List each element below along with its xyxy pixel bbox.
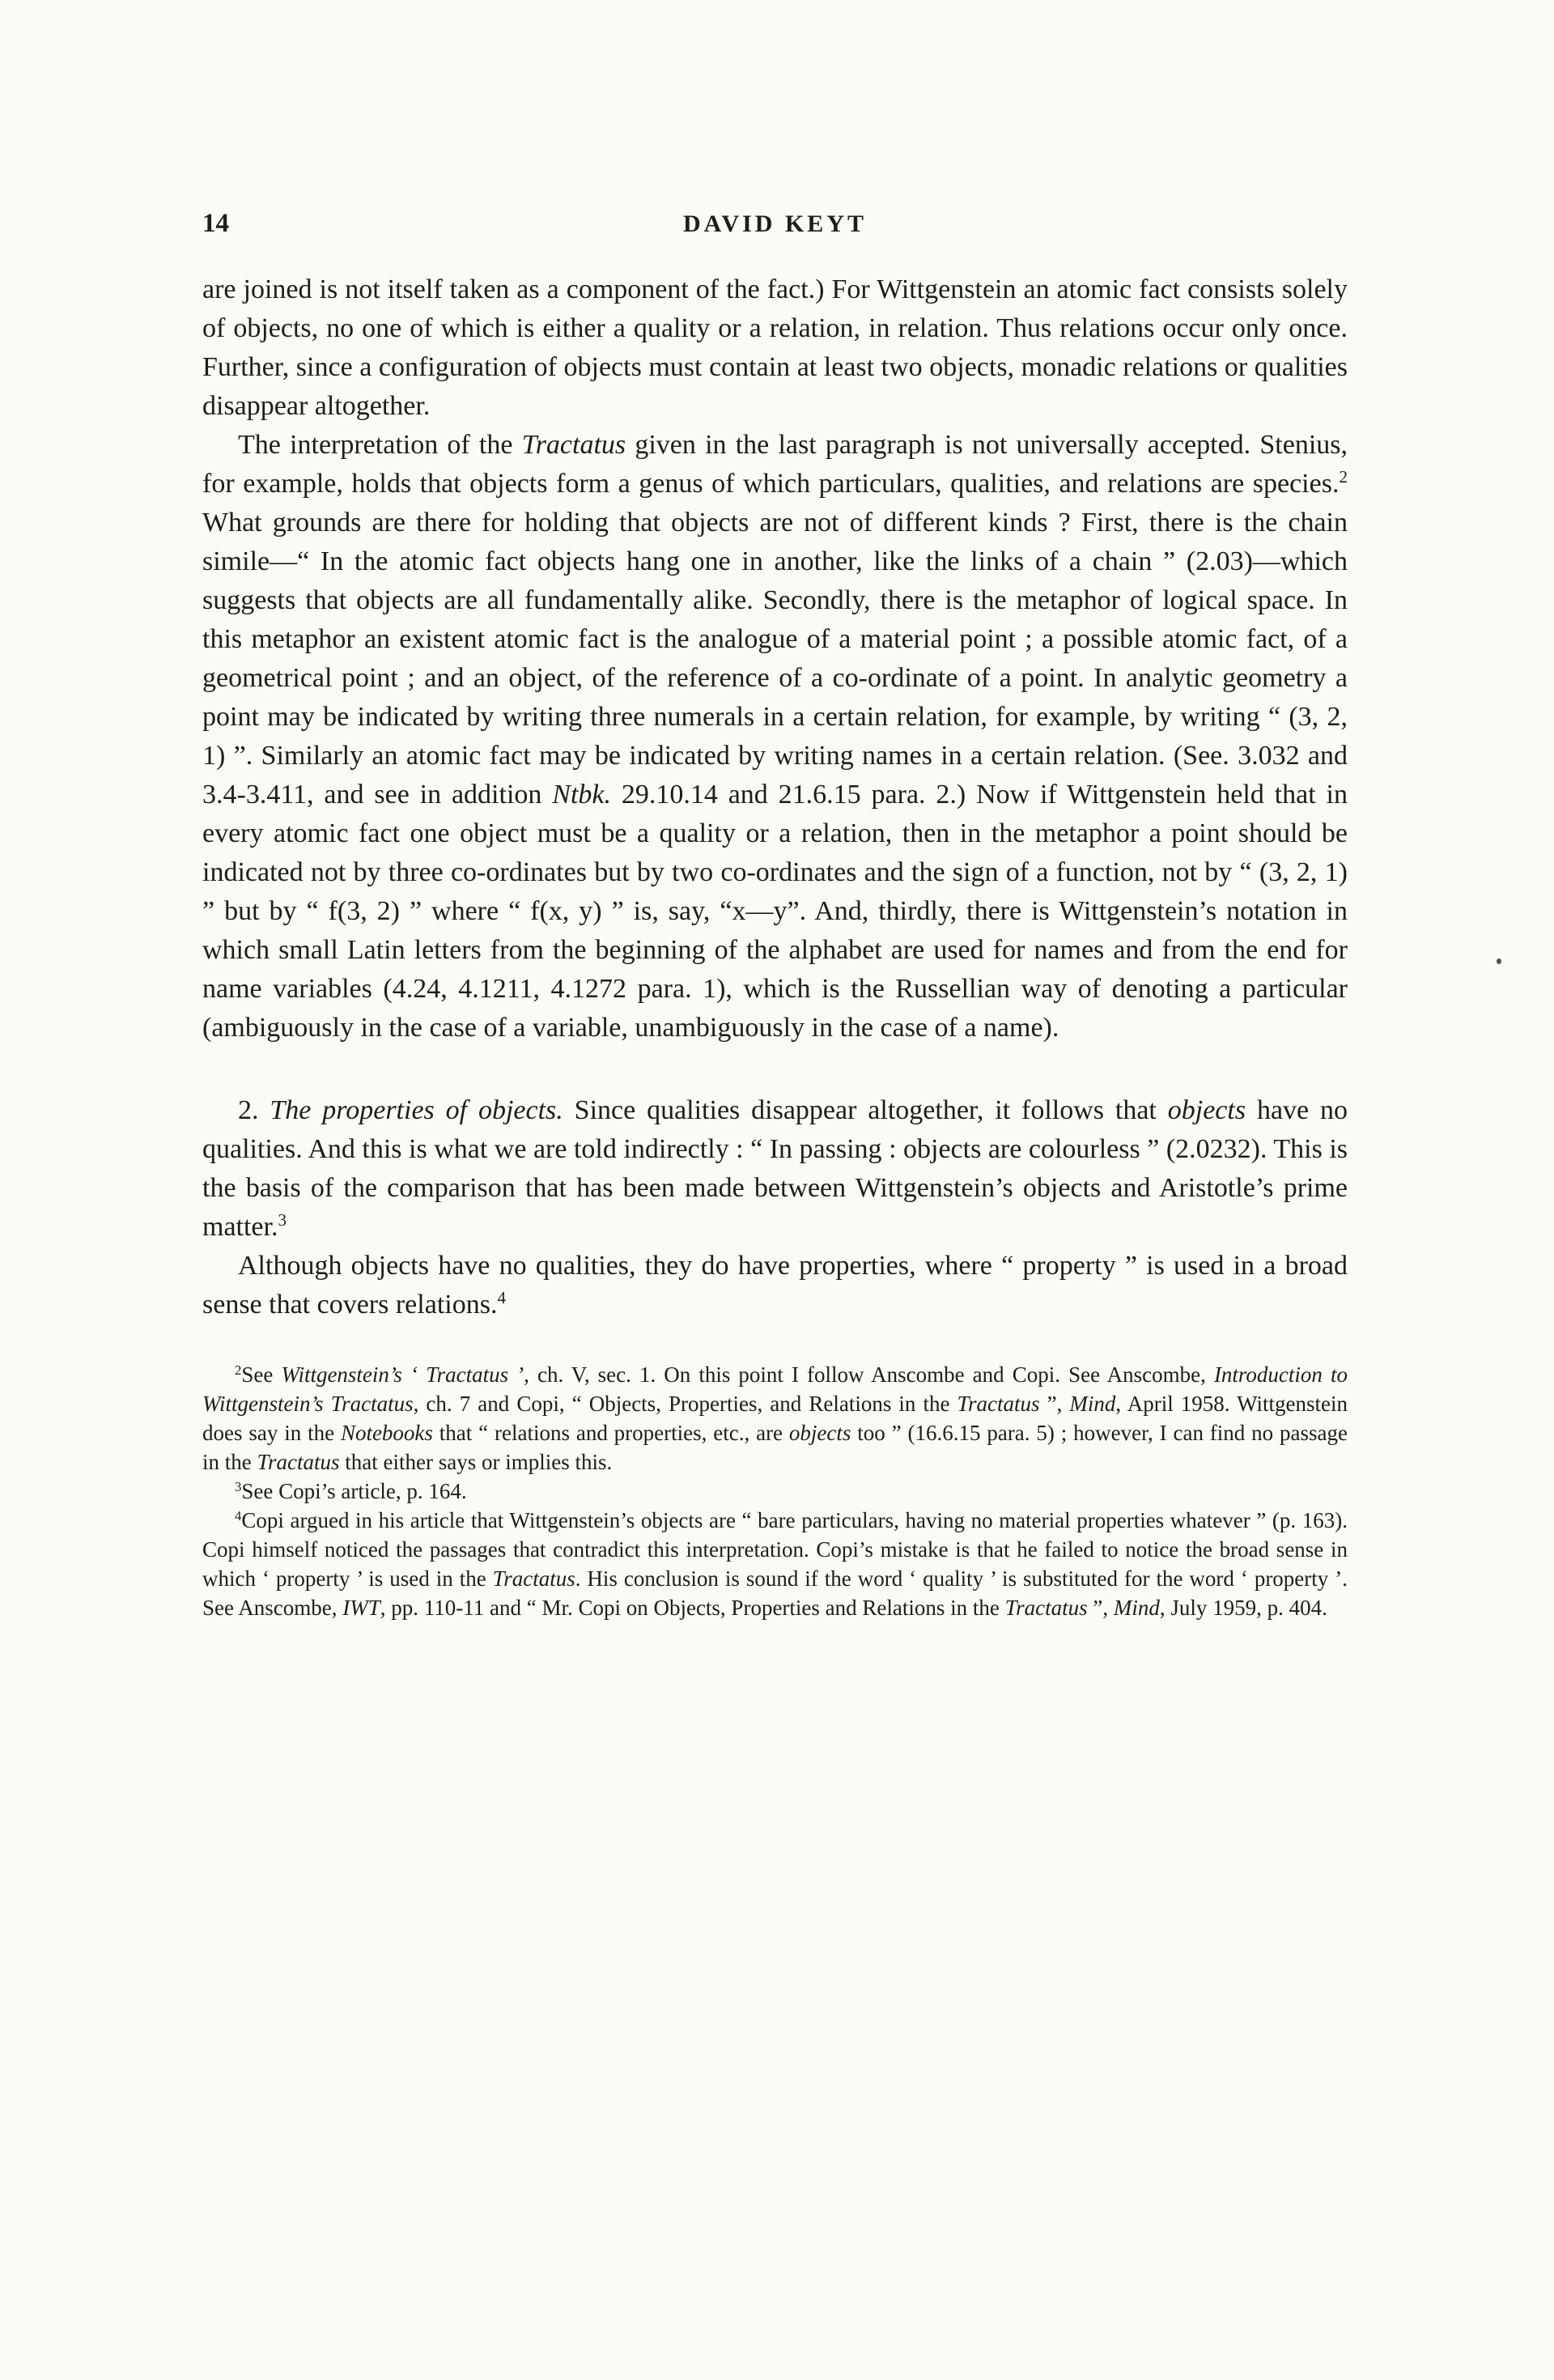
text-run: What grounds are there for holding that objects are not of different kinds ? First, there is the chain simile—“ In the atomic fact objects hang one in another, like the links of a chain ” (2.03)—which suggests that objects are all fundamentally alike. Secondly, there is the metaphor of logical space. In this metaphor an existent atomic fact is the analogue of a material point ; a possible atomic fact, of a geometrical point ; and an object, of the reference of a co-ordinate of a point. In analytic geometry a point may be indicated by writing three numerals in a certain relation, for example, by writing “ (3, 2, 1) ”. Similarly an atomic fact may be indicated by writing names in a certain relation. (See. 3.032 and 3.4-3.411, and see in addition bbox=[202, 508, 1348, 810]
page-header bbox=[202, 209, 1348, 246]
text-run: Introduction to Wittgenstein’s Tractatus bbox=[202, 1362, 1348, 1416]
text-run: Tractatus bbox=[257, 1450, 340, 1474]
body-paragraph bbox=[202, 1091, 1348, 1247]
footnote-reference: 3 bbox=[278, 1210, 287, 1230]
text-run: The interpretation of the bbox=[238, 430, 522, 460]
text-run: Wittgenstein’s ‘ Tractatus ’ bbox=[281, 1362, 524, 1387]
text-run: , pp. 110-11 and “ Mr. Copi on Objects, Properties and Relations in the bbox=[380, 1596, 1005, 1620]
text-run: , July 1959, p. 404. bbox=[1159, 1596, 1327, 1620]
text-run: too ” (16.6.15 para. 5) ; however, I can find no passage in the bbox=[202, 1421, 1348, 1474]
text-run: Tractatus bbox=[957, 1392, 1040, 1416]
text-run: that “ relations and properties, etc., are bbox=[432, 1421, 789, 1445]
footnote-reference: 2 bbox=[235, 1362, 242, 1378]
text-run: . His conclusion is sound if the word ‘ quality ’ is substituted for the word ‘ property ’. See Anscombe, bbox=[202, 1566, 1348, 1620]
footnote-reference: 2 bbox=[1339, 467, 1348, 487]
footnote-reference: 4 bbox=[235, 1507, 242, 1524]
text-run: Tractatus bbox=[521, 430, 626, 460]
text-run: The properties of objects. bbox=[270, 1095, 563, 1125]
running-title: DAVID KEYT bbox=[683, 210, 867, 237]
text-run: Tractatus bbox=[492, 1566, 575, 1591]
text-run: Tractatus bbox=[1004, 1596, 1088, 1620]
page-number: 14 bbox=[202, 209, 229, 238]
body-paragraph bbox=[202, 270, 1348, 426]
text-run: , ch. V, sec. 1. On this point I follow Anscombe and Copi. See Anscombe, bbox=[524, 1362, 1214, 1387]
text-run: that either says or implies this. bbox=[339, 1450, 613, 1474]
text-run: Although objects have no qualities, they do have properties, where “ property ” is used in a broad sense that covers relations. bbox=[202, 1251, 1348, 1320]
text-run: See Copi’s article, p. 164. bbox=[241, 1479, 467, 1503]
text-run: , ch. 7 and Copi, “ Objects, Properties, and Relations in the bbox=[413, 1392, 957, 1416]
text-run: 2. bbox=[238, 1095, 270, 1125]
text-run: Copi argued in his article that Wittgenstein’s objects are “ bare particulars, having no material properties whatever ” (p. 163). Copi himself noticed the passages that contradict this interpretation. Copi’s mistake is that he failed to notice the broad sense in which ‘ property ’ is used in the bbox=[202, 1508, 1348, 1591]
text-run: See bbox=[241, 1362, 282, 1387]
body-paragraph bbox=[202, 1247, 1348, 1324]
scan-speck bbox=[1497, 958, 1501, 964]
footnote-reference: 3 bbox=[235, 1478, 242, 1494]
footnote bbox=[202, 1506, 1348, 1622]
text-run: Mind bbox=[1113, 1596, 1160, 1620]
text-run: objects bbox=[1167, 1095, 1246, 1125]
text-run: Notebooks bbox=[340, 1421, 433, 1445]
footnote bbox=[202, 1360, 1348, 1477]
text-run: Since qualities disappear altogether, it follows that bbox=[563, 1095, 1168, 1125]
text-run: IWT bbox=[342, 1596, 380, 1620]
text-run: Mind bbox=[1069, 1392, 1116, 1416]
body-paragraph bbox=[202, 426, 1348, 1048]
text-run: are joined is not itself taken as a component of the fact.) For Wittgenstein an atomic fact consists solely of objects, no one of which is either a quality or a relation, in relation. Thus relations occur only once. Further, since a configuration of objects must contain at least two objects, monadic relations or qualities disappear altogether. bbox=[202, 274, 1348, 421]
text-run: ”, bbox=[1039, 1392, 1070, 1416]
text-run: Ntbk. bbox=[552, 780, 611, 810]
text-run: objects bbox=[788, 1421, 851, 1445]
text-run: 29.10.14 and 21.6.15 para. 2.) Now if Wittgenstein held that in every atomic fact one object must be a quality or a relation, then in the metaphor a point should be indicated not by three co-ordinates but by two co-ordinates and the sign of a function, not by “ (3, 2, 1) ” but by “ f(3, 2) ” where “ f(x, y) ” is, say, “x—y”. And, thirdly, there is Wittgenstein’s notation in which small Latin letters from the beginning of the alphabet are used for names and from the end for name variables (4.24, 4.1211, 4.1272 para. 1), which is the Russellian way of denoting a particular (ambiguously in the case of a variable, unambiguously in the case of a name). bbox=[202, 780, 1348, 1043]
footnotes bbox=[202, 1360, 1348, 1622]
footnote bbox=[202, 1477, 1348, 1506]
text-run: ”, bbox=[1087, 1596, 1114, 1620]
text-run: have no qualities. And this is what we are told indirectly : “ In passing : objects are colourless ” (2.0232). This is the basis of the comparison that has been made between Wittgenstein’s objects and Aristotle’s prime matter. bbox=[202, 1095, 1348, 1242]
text-run: , April 1958. Wittgenstein does say in the bbox=[202, 1392, 1348, 1445]
body-text bbox=[202, 270, 1348, 1324]
footnote-reference: 4 bbox=[497, 1288, 506, 1308]
text-run: given in the last paragraph is not universally accepted. Stenius, for example, holds that objects form a genus of which particulars, qualities, and relations are species. bbox=[202, 430, 1348, 499]
